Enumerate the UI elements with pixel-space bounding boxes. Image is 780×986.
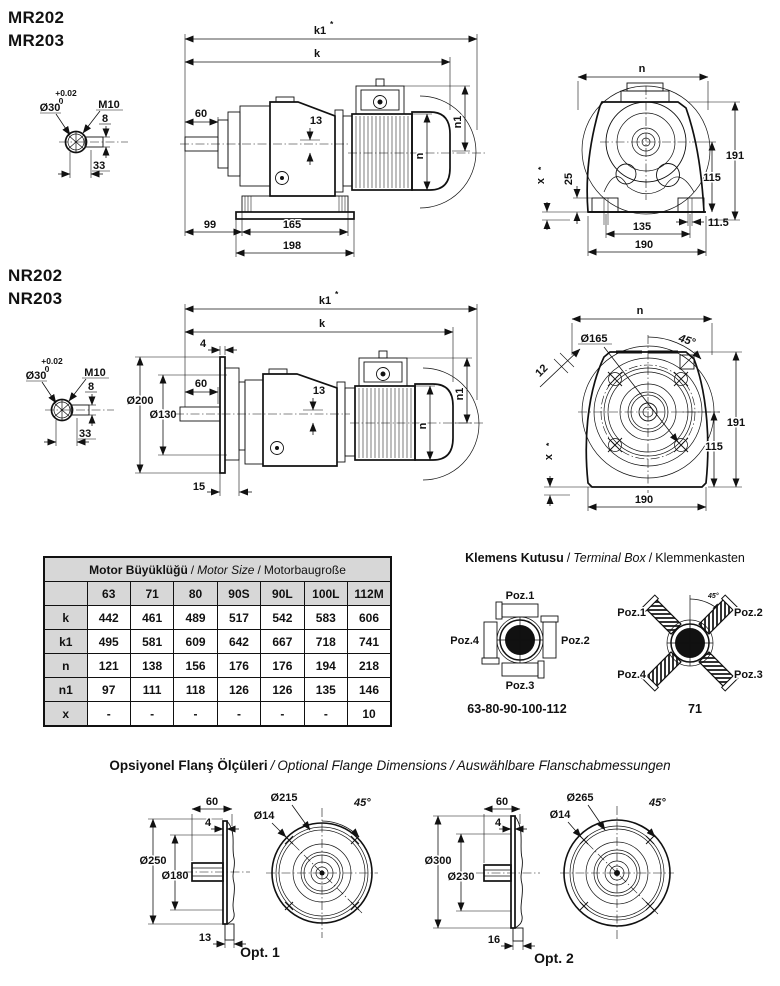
table-cell: 111 [130, 678, 173, 702]
dim-label-k1: k1 [313, 25, 327, 37]
terminal-box2-caption: 71 [688, 702, 702, 716]
table-cell: 126 [217, 678, 260, 702]
col-header: 90S [217, 582, 260, 606]
table-cell: 176 [261, 654, 304, 678]
table-cell: 495 [87, 630, 130, 654]
dim-label-x: x [543, 453, 555, 461]
dim-label-4: 4 [204, 817, 212, 829]
shaft-diameter-label: Ø30 [25, 370, 47, 382]
fan-cover [412, 112, 450, 190]
table-cell: 583 [304, 606, 347, 630]
dim-label-n: n [414, 152, 426, 160]
table-cell: 609 [174, 630, 217, 654]
dim-label-n: n [417, 422, 429, 430]
motor-size-table [43, 556, 392, 727]
dim-label-dia215: Ø215 [270, 792, 298, 804]
dim-label-n1: n1 [452, 115, 464, 129]
key-length-label: 33 [93, 160, 106, 172]
table-cell: 138 [130, 654, 173, 678]
dim-label-dia130: Ø130 [149, 409, 177, 421]
table-cell: 517 [217, 606, 260, 630]
terminal-title-en: Terminal Box [573, 551, 646, 565]
mr-shaft-detail-drawing [28, 60, 178, 185]
flange-front-view [560, 806, 674, 940]
gearbox-base [236, 196, 354, 219]
dim-label-99: 99 [203, 219, 217, 231]
dim-label-dia200: Ø200 [126, 395, 154, 407]
dim-label-n-rear: n [638, 63, 646, 75]
table-row [44, 654, 391, 678]
terminal-title-de: Klemmenkasten [655, 551, 745, 565]
table-header-row [44, 582, 391, 606]
table-cell: 489 [174, 606, 217, 630]
dim-label-60: 60 [495, 796, 509, 808]
nr-side-view-drawing [115, 280, 490, 510]
dim-label-198: 198 [282, 240, 302, 252]
table-cell: 442 [87, 606, 130, 630]
shaft-tolerance-upper: +0.02 [55, 88, 77, 98]
table-cell: 121 [87, 654, 130, 678]
flange-rear-outline [578, 335, 720, 493]
dim-label-13: 13 [312, 385, 326, 397]
nr-rear-view-drawing [530, 295, 780, 525]
table-cell: - [261, 702, 304, 727]
dim-label-k: k [318, 318, 326, 330]
dim-label-16: 16 [487, 934, 501, 946]
dim-label-60: 60 [194, 378, 208, 390]
poz4-label: Poz.4 [617, 669, 646, 681]
poz3-label: Poz.3 [734, 669, 763, 681]
fan-cover [415, 384, 453, 460]
dim-label-45deg: 45° [677, 332, 697, 349]
table-cell: 97 [87, 678, 130, 702]
dim-label-13: 13 [198, 932, 212, 944]
table-title: Motor Büyüklüğü / Motor Size / Motorbaugroße [44, 557, 391, 582]
motor-outline [337, 351, 485, 480]
table-cell: 126 [261, 678, 304, 702]
col-header: 63 [87, 582, 130, 606]
dim-label-191: 191 [725, 150, 745, 162]
shaft-diameter-label: Ø30 [39, 102, 61, 114]
table-cell: - [217, 702, 260, 727]
table-cell: 718 [304, 630, 347, 654]
table-cell: 461 [130, 606, 173, 630]
col-header: 112M [348, 582, 391, 606]
dim-label-115: 115 [705, 441, 723, 453]
dim-label-13: 13 [309, 115, 323, 127]
shaft-tolerance-lower: 0 [44, 364, 50, 374]
dim-label-4: 4 [494, 817, 502, 829]
poz4-label: Poz.4 [450, 635, 479, 647]
table-cell: 135 [304, 678, 347, 702]
dim-label-12: 12 [533, 362, 551, 380]
dim-label-115: 115 [703, 172, 721, 184]
col-header: 100L [304, 582, 347, 606]
table-title-en: Motor Size [197, 562, 255, 577]
table-cell: 10 [348, 702, 391, 727]
dim-label-190: 190 [634, 239, 654, 251]
terminal-title-tr: Klemens Kutusu [465, 551, 564, 565]
dim-label-165: 165 [282, 219, 302, 231]
shaft-end-view [59, 132, 128, 153]
dim-label-15: 15 [192, 481, 206, 493]
col-header: 90L [261, 582, 304, 606]
dim-label-dia230: Ø230 [447, 871, 475, 883]
shaft-thread-label: M10 [98, 99, 120, 111]
dim-label-dia14: Ø14 [253, 810, 275, 822]
flange-opt1-drawing [120, 788, 400, 958]
table-title-de: Motorbaugroße [263, 562, 346, 577]
shaft-tolerance-lower: 0 [58, 96, 64, 106]
key-width-label: 8 [101, 113, 109, 125]
motor-outline [335, 79, 485, 208]
table-row [44, 606, 391, 630]
table-cell: - [304, 702, 347, 727]
dim-label-dia300: Ø300 [424, 855, 452, 867]
poz2-label: Poz.2 [561, 635, 590, 647]
shaft-end-view [45, 400, 114, 421]
key-length-label: 33 [79, 428, 92, 440]
flange-and-gearbox-outline [175, 357, 350, 473]
dim-label-n-rear: n [636, 305, 644, 317]
table-cell: 606 [348, 606, 391, 630]
nr-model-line1: NR202 [8, 266, 63, 285]
dim-label-135: 135 [632, 221, 652, 233]
dim-label-k1: k1 [318, 295, 332, 307]
terminal-box1-caption: 63-80-90-100-112 [467, 702, 567, 716]
poz2-label: Poz.2 [734, 607, 763, 619]
mr-rear-view-drawing [530, 50, 780, 270]
table-cell: 542 [261, 606, 304, 630]
dim-label-60: 60 [205, 796, 219, 808]
angle-45-label: 45° [708, 593, 719, 600]
table-cell: 194 [304, 654, 347, 678]
dim-label-11-5: 11.5 [708, 217, 729, 229]
dim-label-dia250: Ø250 [139, 855, 167, 867]
terminal-box-positions-diagram-71 [610, 585, 780, 697]
shaft-tolerance-upper: +0.02 [41, 356, 63, 366]
flange-title-tr: Opsiyonel Flanş Ölçüleri [109, 758, 268, 773]
dim-label-k: k [313, 48, 321, 60]
table-cell: - [174, 702, 217, 727]
table-cell: 218 [348, 654, 391, 678]
dim-label-k1-star: * [330, 19, 334, 29]
table-row [44, 630, 391, 654]
terminal-box-section-title: Klemens Kutusu / Terminal Box / Klemmenkasten [465, 551, 745, 565]
dim-label-45deg: 45° [649, 797, 666, 809]
flange-opt2-drawing [408, 788, 700, 958]
flange-title-en: Optional Flange Dimensions [277, 758, 447, 773]
table-corner-cell [44, 582, 87, 606]
mr-side-view-drawing [180, 10, 490, 260]
poz3-label: Poz.3 [505, 680, 535, 692]
table-cell: - [87, 702, 130, 727]
table-cell: - [130, 702, 173, 727]
housing-rear-outline [582, 83, 710, 226]
nr-model-heading [8, 264, 62, 310]
dim-label-dia265: Ø265 [566, 792, 594, 804]
dim-label-25: 25 [563, 172, 575, 186]
flange-front-view [266, 808, 378, 938]
table-cell: 146 [348, 678, 391, 702]
flange-opt1-caption: Opt. 1 [240, 944, 280, 960]
dim-label-dia180: Ø180 [161, 870, 189, 882]
col-header: 71 [130, 582, 173, 606]
poz1-label: Poz.1 [505, 590, 535, 602]
table-cell: 667 [261, 630, 304, 654]
col-header: 80 [174, 582, 217, 606]
row-header: n1 [44, 678, 87, 702]
flange-section-title: Opsiyonel Flanş Ölçüleri / Optional Flange Dimensions / Auswählbare Flanschabmessungen [109, 758, 671, 773]
row-header: x [44, 702, 87, 727]
row-header: k [44, 606, 87, 630]
mr-model-heading [8, 6, 64, 52]
dim-label-dia14: Ø14 [549, 809, 571, 821]
dim-label-45deg: 45° [354, 797, 371, 809]
shaft-thread-label: M10 [84, 367, 106, 379]
flange-side-profile [476, 816, 540, 941]
table-cell: 642 [217, 630, 260, 654]
table-cell: 156 [174, 654, 217, 678]
dim-label-k1-star: * [335, 289, 339, 299]
flange-title-de: Auswählbare Flanschabmessungen [456, 758, 671, 773]
table-cell: 118 [174, 678, 217, 702]
table-title-tr: Motor Büyüklüğü [89, 562, 188, 577]
table-cell: 176 [217, 654, 260, 678]
dim-label-x: x [535, 177, 547, 185]
poz1-label: Poz.1 [617, 607, 646, 619]
row-header: n [44, 654, 87, 678]
mr-model-line1: MR202 [8, 8, 65, 27]
dim-label-4: 4 [199, 338, 207, 350]
dim-label-n1: n1 [454, 387, 466, 401]
dim-label-dia165: Ø165 [580, 333, 608, 345]
row-header: k1 [44, 630, 87, 654]
table-row [44, 678, 391, 702]
mr-model-line2: MR203 [8, 31, 65, 50]
table-cell: 741 [348, 630, 391, 654]
dim-label-60: 60 [194, 108, 208, 120]
terminal-box-positions-diagram-large [432, 588, 602, 692]
flange-side-profile [184, 821, 250, 940]
table-row [44, 702, 391, 727]
table-cell: 581 [130, 630, 173, 654]
flange-opt2-caption: Opt. 2 [534, 950, 574, 966]
nr-model-line2: NR203 [8, 289, 63, 308]
dim-label-x-star: * [536, 166, 546, 170]
key-width-label: 8 [87, 381, 95, 393]
dim-label-191: 191 [726, 417, 746, 429]
dim-label-190: 190 [634, 494, 654, 506]
dim-label-x-star: * [544, 442, 554, 446]
